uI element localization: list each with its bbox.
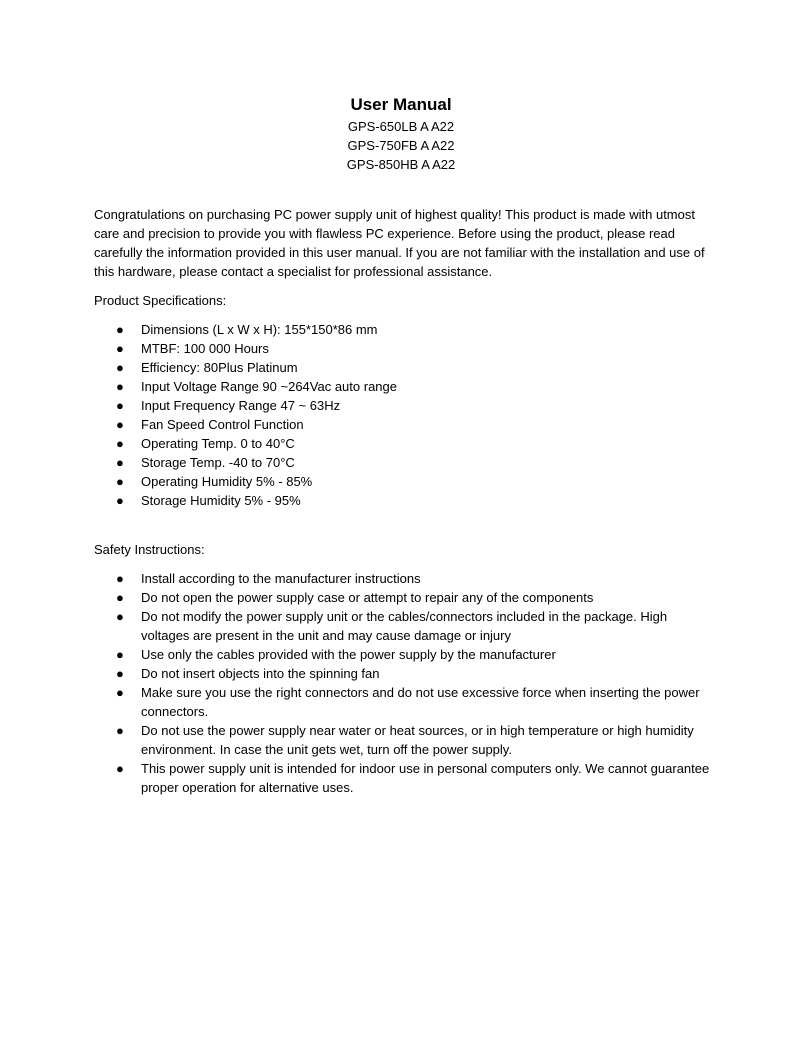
bullet-icon: ● xyxy=(116,436,124,451)
model-number-1: GPS-650LB A A22 xyxy=(347,119,455,134)
bullet-icon: ● xyxy=(116,341,124,356)
bullet-icon: ● xyxy=(116,455,124,470)
list-item xyxy=(94,434,714,453)
spec-text: Operating Humidity 5% - 85% xyxy=(141,474,313,489)
list-item xyxy=(94,472,714,491)
list-item xyxy=(94,320,714,339)
safety-list xyxy=(94,569,714,797)
bullet-icon: ● xyxy=(116,685,124,700)
bullet-icon: ● xyxy=(116,322,124,337)
bullet-icon: ● xyxy=(116,417,124,432)
spec-text: Storage Temp. -40 to 70°C xyxy=(141,455,295,470)
bullet-icon: ● xyxy=(116,571,124,586)
safety-text: Do not modify the power supply unit or the cables/connectors included in the package. High voltages are present in the unit and may cause damage or injury xyxy=(141,609,668,643)
bullet-icon: ● xyxy=(116,723,124,738)
spec-text: MTBF: 100 000 Hours xyxy=(141,341,269,356)
spec-text: Efficiency: 80Plus Platinum xyxy=(141,360,298,375)
list-item xyxy=(94,721,714,759)
bullet-icon: ● xyxy=(116,493,124,508)
list-item xyxy=(94,339,714,358)
list-item xyxy=(94,396,714,415)
bullet-icon: ● xyxy=(116,590,124,605)
list-item xyxy=(94,664,714,683)
list-item xyxy=(94,607,714,645)
spec-text: Input Voltage Range 90 ~264Vac auto range xyxy=(141,379,397,394)
safety-text: Do not use the power supply near water or heat sources, or in high temperature or high humidity environment. In case the unit gets wet, turn off the power supply. xyxy=(141,723,694,757)
page-title: User Manual xyxy=(350,95,452,114)
list-item xyxy=(94,377,714,396)
spec-text: Operating Temp. 0 to 40°C xyxy=(141,436,295,451)
document-body xyxy=(94,205,714,797)
bullet-icon: ● xyxy=(116,474,124,489)
safety-text: Install according to the manufacturer instructions xyxy=(141,571,421,586)
bullet-icon: ● xyxy=(116,398,124,413)
specs-list xyxy=(94,320,714,510)
model-number-3: GPS-850HB A A22 xyxy=(346,157,456,172)
spec-text: Storage Humidity 5% - 95% xyxy=(141,493,301,508)
bullet-icon: ● xyxy=(116,360,124,375)
spec-text: Fan Speed Control Function xyxy=(141,417,304,432)
model-number-2: GPS-750FB A A22 xyxy=(347,138,455,153)
list-item xyxy=(94,759,714,797)
safety-text: This power supply unit is intended for indoor use in personal computers only. We cannot guarantee proper operation for alternative uses. xyxy=(141,761,710,795)
safety-text: Do not open the power supply case or attempt to repair any of the components xyxy=(141,590,594,605)
bullet-icon: ● xyxy=(116,761,124,776)
safety-text: Use only the cables provided with the power supply by the manufacturer xyxy=(141,647,556,662)
safety-heading: Safety Instructions: xyxy=(94,542,205,557)
list-item xyxy=(94,415,714,434)
spec-text: Input Frequency Range 47 ~ 63Hz xyxy=(141,398,341,413)
list-item xyxy=(94,683,714,721)
list-item xyxy=(94,453,714,472)
list-item xyxy=(94,491,714,510)
safety-text: Make sure you use the right connectors and do not use excessive force when inserting the power connectors. xyxy=(141,685,700,719)
bullet-icon: ● xyxy=(116,666,124,681)
document-header xyxy=(0,94,802,174)
spec-text: Dimensions (L x W x H): 155*150*86 mm xyxy=(141,322,378,337)
bullet-icon: ● xyxy=(116,379,124,394)
list-item xyxy=(94,645,714,664)
list-item xyxy=(94,588,714,607)
list-item xyxy=(94,358,714,377)
safety-text: Do not insert objects into the spinning fan xyxy=(141,666,380,681)
specs-heading: Product Specifications: xyxy=(94,293,227,308)
bullet-icon: ● xyxy=(116,647,124,662)
list-item xyxy=(94,569,714,588)
intro-paragraph: Congratulations on purchasing PC power supply unit of highest quality! This product is made with utmost care and precision to provide you with flawless PC experience. Before using the product, please read carefully the information provided in this user manual. If you are not familiar with the installation and use of this hardware, please contact a specialist for professional assistance. xyxy=(94,207,705,279)
bullet-icon: ● xyxy=(116,609,124,624)
